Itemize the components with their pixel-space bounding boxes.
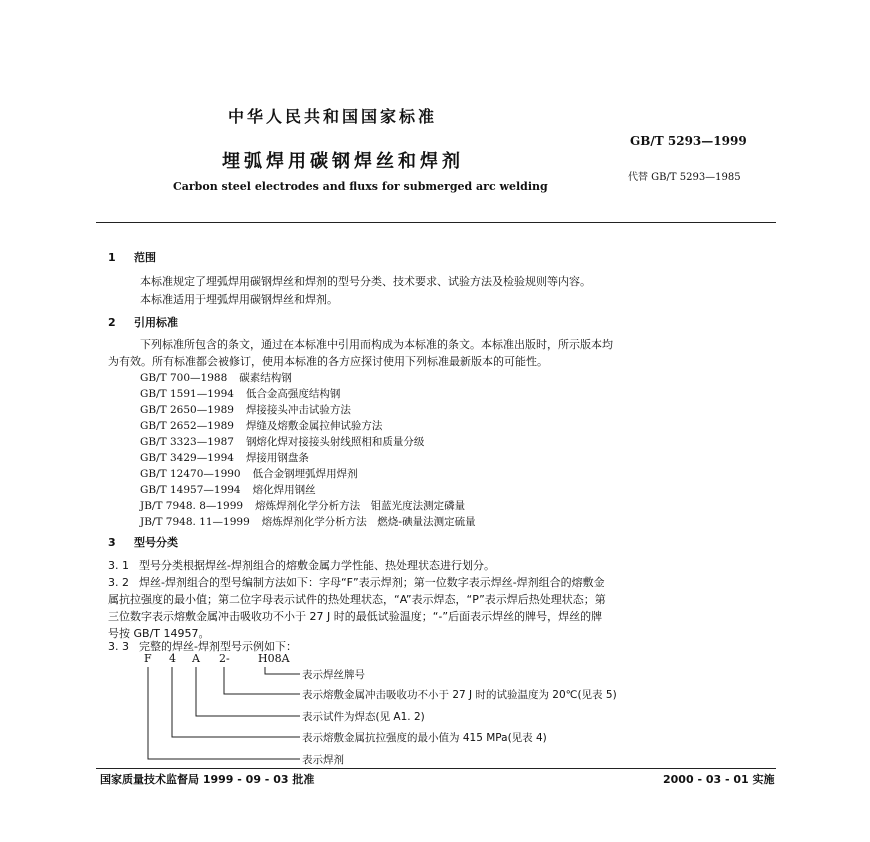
reference-code: GB/T 700—1988	[140, 372, 228, 384]
implementation-date: 2000 - 03 - 01 实施	[663, 773, 775, 786]
reference-code: JB/T 7948. 11—1999	[140, 516, 250, 528]
reference-code: GB/T 3429—1994	[140, 452, 234, 464]
clause-text: 焊丝-焊剂组合的型号编制方法如下：字母“F”表示焊剂；第一位数字表示焊丝-焊剂组合的熔敷金	[139, 576, 605, 589]
clause-text: 完整的焊丝-焊剂型号示例如下：	[139, 640, 297, 653]
example-description-flux: 表示焊剂	[302, 754, 344, 766]
reference-name: 熔炼焊剂化学分析方法 燃烧-碘量法测定硫量	[261, 516, 476, 528]
section-2-title: 引用标准	[134, 316, 178, 329]
reference-name: 碳素结构钢	[239, 372, 292, 384]
section-3-number: 3	[108, 536, 116, 549]
reference-name: 低合金高强度结构钢	[245, 388, 341, 400]
clause-3-2-line: 属抗拉强度的最小值；第二位字母表示试件的热处理状态，“A”表示焊态，“P”表示焊后热处理状态；第	[108, 593, 606, 606]
section-2-number: 2	[108, 316, 116, 329]
reference-code: JB/T 7948. 8—1999	[140, 500, 244, 512]
reference-name: 熔炼焊剂化学分析方法 钼蓝光度法测定磷量	[255, 500, 466, 512]
section-2-intro-line: 为有效。所有标准都会被修订，使用本标准的各方应探讨使用下列标准最新版本的可能性。	[108, 355, 548, 368]
standard-number: GB/T 5293—1999	[630, 134, 747, 148]
clause-text: 型号分类根据焊丝-焊剂组合的熔敷金属力学性能、热处理状态进行划分。	[139, 559, 495, 572]
replaces-standard: 代替 GB/T 5293—1985	[628, 172, 741, 183]
reference-code: GB/T 1591—1994	[140, 388, 234, 400]
reference-code: GB/T 2650—1989	[140, 404, 234, 416]
section-2-intro-line: 下列标准所包含的条文，通过在本标准中引用而构成为本标准的条文。本标准出版时，所示版本均	[140, 338, 613, 351]
clause-3-2-line: 号按 GB/T 14957。	[108, 627, 210, 640]
clause-3-2-line: 三位数字表示熔敷金属冲击吸收功不小于 27 J 时的最低试验温度；“-”后面表示焊丝的牌号，焊丝的牌	[108, 610, 603, 623]
reference-name: 焊接用钢盘条	[245, 452, 309, 464]
section-1-paragraph: 本标准规定了埋弧焊用碳钢焊丝和焊剂的型号分类、技术要求、试验方法及检验规则等内容。	[140, 275, 591, 288]
reference-code: GB/T 3323—1987	[140, 436, 234, 448]
section-1-paragraph: 本标准适用于埋弧焊用碳钢焊丝和焊剂。	[140, 293, 338, 306]
example-letter-heat-treatment: A	[192, 652, 200, 665]
example-letter-temperature: 2-	[219, 652, 230, 665]
document-title-chinese: 埋弧焊用碳钢焊丝和焊剂	[222, 151, 464, 172]
example-letter-wire-grade: H08A	[258, 652, 290, 665]
section-3-title: 型号分类	[134, 536, 178, 549]
reference-code: GB/T 12470—1990	[140, 468, 241, 480]
reference-code: GB/T 14957—1994	[140, 484, 241, 496]
reference-name: 低合金钢埋弧焊用焊剂	[252, 468, 358, 480]
reference-name: 焊接接头冲击试验方法	[245, 404, 351, 416]
section-1-title: 范围	[134, 251, 156, 264]
example-letter-flux: F	[144, 652, 152, 665]
approval-date: 国家质量技术监督局 1999 - 09 - 03 批准	[100, 773, 315, 786]
example-description-as-welded: 表示试件为焊态(见 A1. 2)	[302, 711, 425, 723]
example-description-impact-temperature: 表示熔敷金属冲击吸收功不小于 27 J 时的试验温度为 20℃(见表 5)	[302, 689, 617, 701]
footer-divider	[96, 768, 776, 769]
reference-name: 钢熔化焊对接接头射线照相和质量分级	[245, 436, 425, 448]
reference-name: 熔化焊用钢丝	[252, 484, 316, 496]
example-description-wire-grade: 表示焊丝牌号	[302, 669, 365, 681]
document-title-english: Carbon steel electrodes and fluxs for submerged arc welding	[173, 180, 548, 193]
clause-number: 3. 3	[108, 640, 129, 653]
reference-code: GB/T 2652—1989	[140, 420, 234, 432]
example-letter-strength: 4	[169, 652, 176, 665]
section-1-number: 1	[108, 251, 116, 264]
clause-number: 3. 2	[108, 576, 129, 589]
reference-name: 焊缝及熔敷金属拉伸试验方法	[245, 420, 383, 432]
example-description-tensile-strength: 表示熔敷金属抗拉强度的最小值为 415 MPa(见表 4)	[302, 732, 547, 744]
clause-number: 3. 1	[108, 559, 129, 572]
country-standard-title: 中华人民共和国国家标准	[228, 107, 438, 126]
